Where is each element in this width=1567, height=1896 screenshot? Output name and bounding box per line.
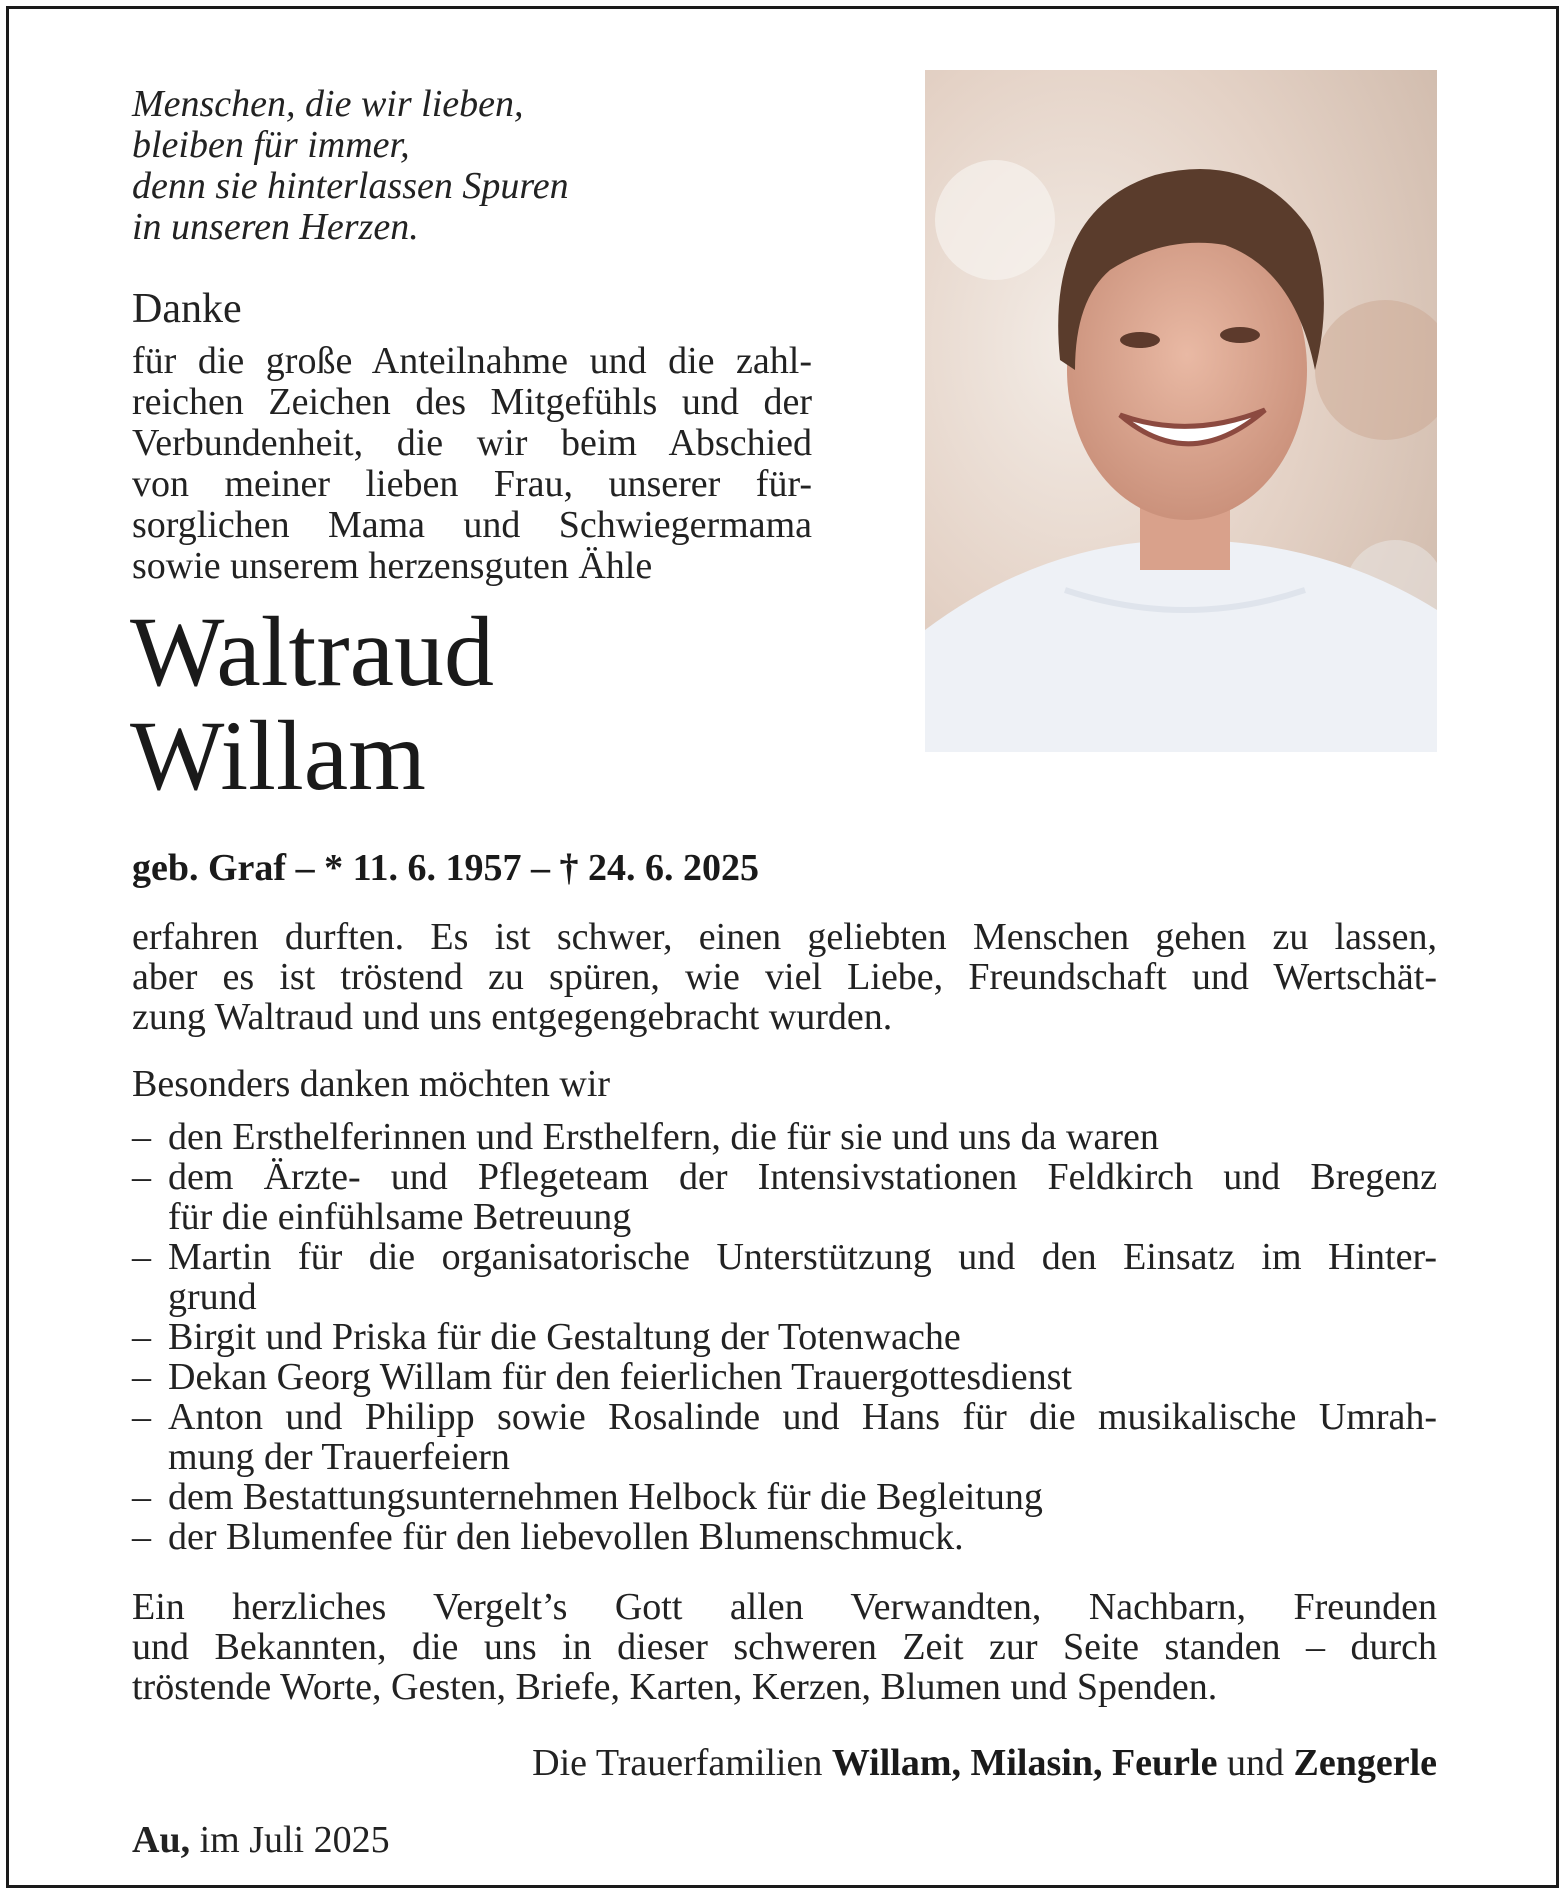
thanks-heading: Danke bbox=[132, 286, 242, 332]
intro-line: sorglichen Mama und Schwiegermama bbox=[132, 504, 812, 546]
place-date: im Juli 2025 bbox=[199, 1819, 390, 1861]
list-item-text: mung der Trauerfeiern bbox=[168, 1436, 510, 1478]
list-item-text: dem Ärzte- und Pflegeteam der Intensivstationen Feldkirch und Bregenz bbox=[168, 1156, 1437, 1198]
poem-line: in unseren Herzen. bbox=[132, 206, 419, 248]
thanks-list bbox=[132, 1117, 1437, 1557]
list-item-text: für die einfühlsame Betreuung bbox=[168, 1196, 632, 1238]
list-item bbox=[132, 1237, 1437, 1317]
paragraph-line: aber es ist tröstend zu spüren, wie viel Liebe, Freundschaft und Wertschät- bbox=[132, 956, 1437, 998]
dash-bullet: – bbox=[132, 1516, 151, 1558]
intro-line: für die große Anteilnahme und die zahl- bbox=[132, 340, 812, 382]
paragraph-line: zung Waltraud und uns entgegengebracht wurden. bbox=[132, 996, 893, 1038]
signature-conjunction: und bbox=[1226, 1742, 1284, 1784]
poem-line: denn sie hinterlassen Spuren bbox=[132, 165, 569, 207]
paragraph-line: Ein herzliches Vergelt’s Gott allen Verwandten, Nachbarn, Freunden bbox=[132, 1586, 1437, 1628]
dash-bullet: – bbox=[132, 1476, 151, 1518]
place-town: Au, bbox=[132, 1819, 191, 1861]
family-name: Willam, bbox=[831, 1742, 961, 1784]
paragraph-gratitude bbox=[132, 917, 1437, 1037]
list-item bbox=[132, 1117, 1437, 1157]
list-item-text: den Ersthelferinnen und Ersthelfern, die für sie und uns da waren bbox=[168, 1116, 1159, 1158]
list-item bbox=[132, 1357, 1437, 1397]
signature-prefix: Die Trauerfamilien bbox=[532, 1742, 823, 1784]
dash-bullet: – bbox=[132, 1316, 151, 1358]
dash-bullet: – bbox=[132, 1116, 151, 1158]
list-item-text: der Blumenfee für den liebevollen Blumenschmuck. bbox=[168, 1516, 964, 1558]
family-name: Milasin, bbox=[970, 1742, 1103, 1784]
list-item-text: Dekan Georg Willam für den feierlichen Trauergottesdienst bbox=[168, 1356, 1072, 1398]
portrait-illustration bbox=[925, 70, 1437, 752]
list-item-text: dem Bestattungsunternehmen Helbock für die Begleitung bbox=[168, 1476, 1043, 1518]
memorial-poem bbox=[132, 84, 782, 248]
place-and-date bbox=[132, 1818, 390, 1862]
dash-bullet: – bbox=[132, 1356, 151, 1398]
list-item bbox=[132, 1397, 1437, 1477]
family-name: Feurle bbox=[1111, 1742, 1218, 1784]
list-item-text: Martin für die organisatorische Unterstützung und den Einsatz im Hinter- bbox=[168, 1236, 1437, 1278]
list-item-text: Birgit und Priska für die Gestaltung der Totenwache bbox=[168, 1316, 961, 1358]
portrait-photo bbox=[925, 70, 1437, 752]
list-item-text: grund bbox=[168, 1276, 257, 1318]
dash-bullet: – bbox=[132, 1156, 151, 1198]
intro-line: reichen Zeichen des Mitgefühls und der bbox=[132, 381, 812, 423]
paragraph-line: und Bekannten, die uns in dieser schweren Zeit zur Seite standen – durch bbox=[132, 1626, 1437, 1668]
thanks-intro: Besonders danken möchten wir bbox=[132, 1063, 611, 1105]
paragraph-line: erfahren durften. Es ist schwer, einen geliebten Menschen gehen zu lassen, bbox=[132, 916, 1437, 958]
deceased-name bbox=[130, 596, 495, 811]
intro-line: sowie unserem herzensguten Ähle bbox=[132, 545, 653, 587]
list-item bbox=[132, 1317, 1437, 1357]
paragraph-line: tröstende Worte, Gesten, Briefe, Karten, Kerzen, Blumen und Spenden. bbox=[132, 1666, 1218, 1708]
list-item-text: Anton und Philipp sowie Rosalinde und Hans für die musikalische Umrah- bbox=[168, 1396, 1437, 1438]
list-item bbox=[132, 1157, 1437, 1237]
dash-bullet: – bbox=[132, 1236, 151, 1278]
life-dates: geb. Graf – * 11. 6. 1957 – † 24. 6. 2025 bbox=[132, 847, 759, 889]
list-item bbox=[132, 1477, 1437, 1517]
intro-paragraph bbox=[132, 341, 812, 587]
poem-line: bleiben für immer, bbox=[132, 124, 410, 166]
first-name: Waltraud bbox=[130, 596, 495, 707]
poem-line: Menschen, die wir lieben, bbox=[132, 83, 524, 125]
paragraph-closing bbox=[132, 1587, 1437, 1707]
family-signature bbox=[532, 1741, 1437, 1785]
list-item bbox=[132, 1517, 1437, 1557]
intro-line: von meiner lieben Frau, unserer für- bbox=[132, 463, 812, 505]
last-name: Willam bbox=[130, 700, 426, 811]
family-name: Zengerle bbox=[1293, 1742, 1437, 1784]
intro-line: Verbundenheit, die wir beim Abschied bbox=[132, 422, 812, 464]
dash-bullet: – bbox=[132, 1396, 151, 1438]
